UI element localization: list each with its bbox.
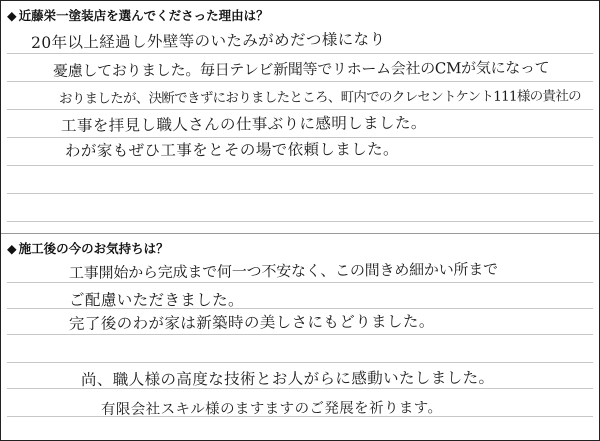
ruled-line	[7, 193, 593, 194]
question-heading-feelings	[7, 240, 169, 258]
ruled-line	[7, 362, 593, 363]
diamond-bullet-icon: ◆	[7, 241, 17, 256]
handwritten-answer-line: 憂慮しておりました。毎日テレビ新聞等でリホーム会社のCMが気になって	[52, 58, 550, 80]
question-text-feelings: 施工後の今のお気持ちは？	[18, 241, 169, 256]
handwritten-answer-line: 20年以上経過し外壁等のいたみがめだつ様になり	[30, 30, 386, 52]
handwritten-answer-line: 完了後のわが家は新築時の美しさにもどりました。	[68, 312, 435, 333]
question-section-feelings	[1, 233, 599, 441]
handwritten-answer-line: 有限会社スキル様のますますのご発展を祈ります。	[100, 400, 443, 418]
ruled-line	[7, 53, 593, 54]
question-text-reason: 近藤栄一塗装店を選んでくださった理由は？	[18, 8, 269, 23]
handwritten-answer-line: ご配慮いただきました。	[69, 291, 244, 309]
handwritten-answer-line: おりましたが、決断できずにおりましたところ、町内でのクレセントケント111様の貴社の	[58, 88, 581, 107]
handwritten-answer-line: 工事開始から完成まで何一つ不安なく、この間きめ細かい所まで	[68, 260, 498, 282]
handwritten-answer-line: 工事を拝見し職人さんの仕事ぶりに感明しました。	[60, 113, 427, 135]
ruled-line	[7, 334, 593, 335]
ruled-line	[7, 81, 593, 82]
ruled-line	[7, 109, 593, 110]
ruled-line	[7, 221, 593, 222]
diamond-bullet-icon: ◆	[7, 8, 17, 23]
question-section-reason	[1, 1, 599, 233]
question-heading-reason	[7, 7, 269, 25]
ruled-line	[7, 165, 593, 166]
handwritten-answer-line: 尚、職人様の高度な技術とお人がらに感動いたしました。	[80, 368, 495, 389]
handwritten-answer-line: わが家もぜひ工事をとその場で依頼しました。	[64, 140, 399, 160]
